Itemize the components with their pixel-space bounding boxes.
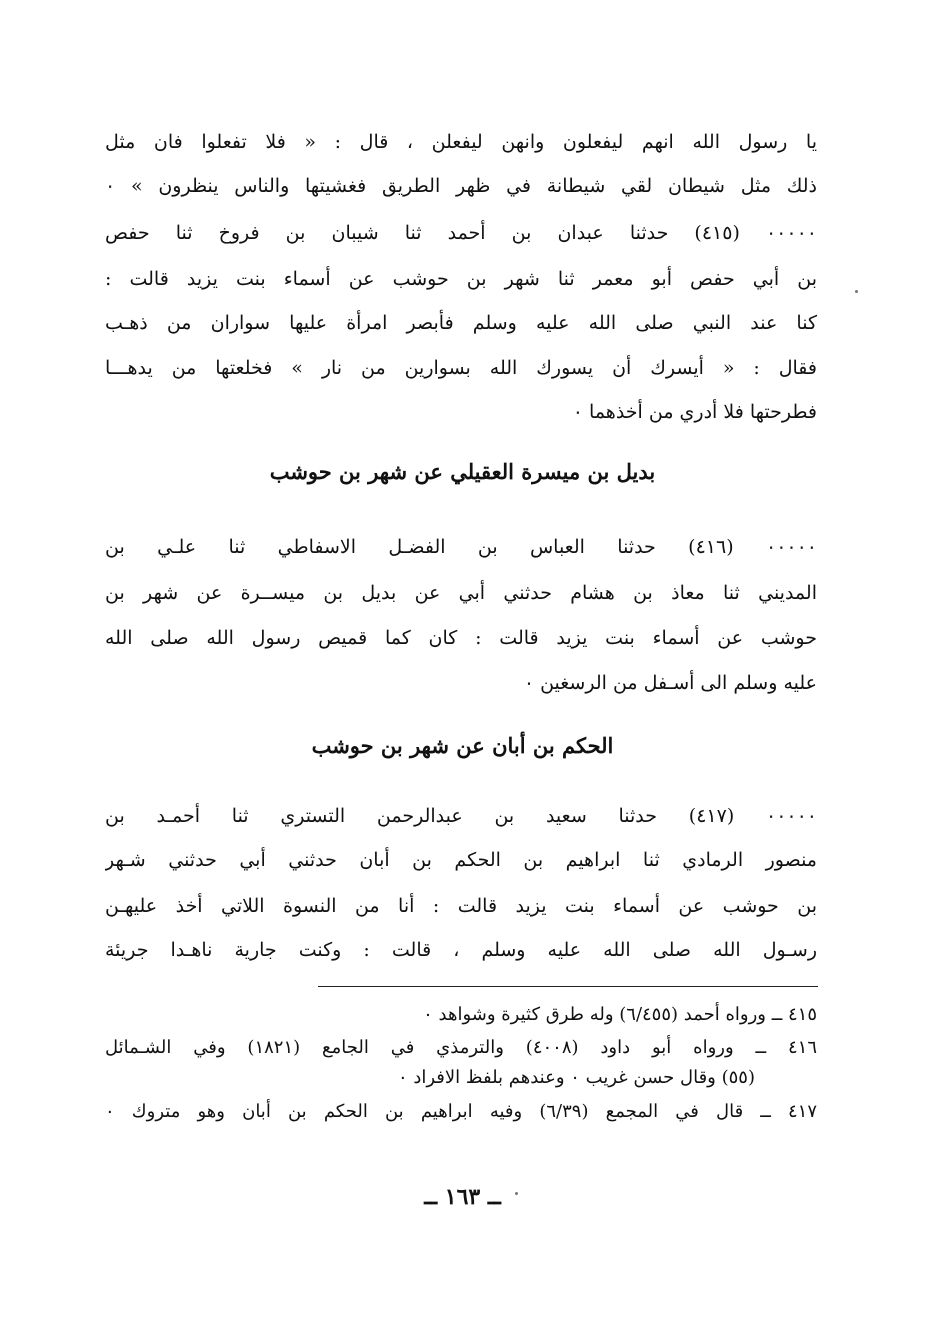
body-line-4: بن أبي حفص أبو معمر ثنا شهر بن حوشب عن أسماء بنت يزيد قالت : bbox=[105, 268, 817, 290]
body-line-8: ٠٠٠٠٠ (٤١٦) حدثنا العباس بن الفضـل الاسفاطي ثنا علـي بن bbox=[105, 536, 817, 558]
footnote-416: ٤١٦ ــ ورواه أبو داود (٤٠٠٨) والترمذي في الجامع (١٨٢١) وفي الشـمائل bbox=[105, 1037, 817, 1058]
body-line-9: المديني ثنا معاذ بن هشام حدثني أبي عن بديل بن ميســرة عن شهر بن bbox=[105, 582, 817, 604]
body-line-14: بن حوشب عن أسماء بنت يزيد قالت : أنا من النسوة اللاتي أخذ عليهـن bbox=[105, 895, 817, 917]
scan-speck bbox=[515, 1192, 518, 1195]
footnote-416-continued: (٥٥) وقال حسن غريب ٠ وعندهم بلفظ الافراد ٠ bbox=[397, 1067, 755, 1088]
footnote-415: ٤١٥ ــ ورواه أحمد (٦/٤٥٥) وله طرق كثيرة وشواهد ٠ bbox=[423, 1004, 817, 1025]
body-line-5: كنا عند النبي صلى الله عليه وسلم فأبصر امرأة عليها سواران من ذهـب bbox=[105, 312, 817, 334]
body-line-11: عليه وسلم الى أسـفل من الرسغين ٠ bbox=[523, 672, 817, 694]
page-number: ــ ١٦٣ ــ bbox=[424, 1184, 501, 1210]
body-line-13: منصور الرمادي ثنا ابراهيم بن الحكم بن أبان حدثني أبي حدثني شـهر bbox=[105, 849, 817, 871]
body-line-12: ٠٠٠٠٠ (٤١٧) حدثنا سعيد بن عبدالرحمن التستري ثنا أحمـد بن bbox=[105, 805, 817, 827]
body-line-10: حوشب عن أسماء بنت يزيد قالت : كان كما قميص رسول الله صلى الله bbox=[105, 627, 817, 649]
scan-speck bbox=[855, 290, 858, 293]
section-heading-hakam: الحكم بن أبان عن شهر بن حوشب bbox=[311, 733, 614, 758]
body-line-1: يا رسول الله انهم ليفعلون وانهن ليفعلن ، قال : « فلا تفعلوا فان مثل bbox=[105, 131, 817, 153]
footnote-417: ٤١٧ ــ قال في المجمع (٦/٣٩) وفيه ابراهيم بن الحكم بن أبان وهو متروك ٠ bbox=[105, 1101, 817, 1122]
section-heading-badil: بديل بن ميسرة العقيلي عن شهر بن حوشب bbox=[269, 459, 656, 484]
body-line-6: فقال : « أيسرك أن يسورك الله بسوارين من نار » فخلعتها من يدهـــا bbox=[105, 357, 817, 379]
body-line-3: ٠٠٠٠٠ (٤١٥) حدثنا عبدان بن أحمد ثنا شيبان بن فروخ ثنا حفص bbox=[105, 222, 817, 244]
body-line-7: فطرحتها فلا أدري من أخذهما ٠ bbox=[572, 401, 817, 423]
body-line-15: رسـول الله صلى الله عليه وسلم ، قالت : وكنت جارية ناهـدا جريئة bbox=[105, 939, 817, 961]
body-line-2: ذلك مثل شيطان لقي شيطانة في ظهر الطريق فغشيتها والناس ينظرون » ٠ bbox=[105, 175, 817, 197]
footnote-separator bbox=[318, 986, 818, 987]
